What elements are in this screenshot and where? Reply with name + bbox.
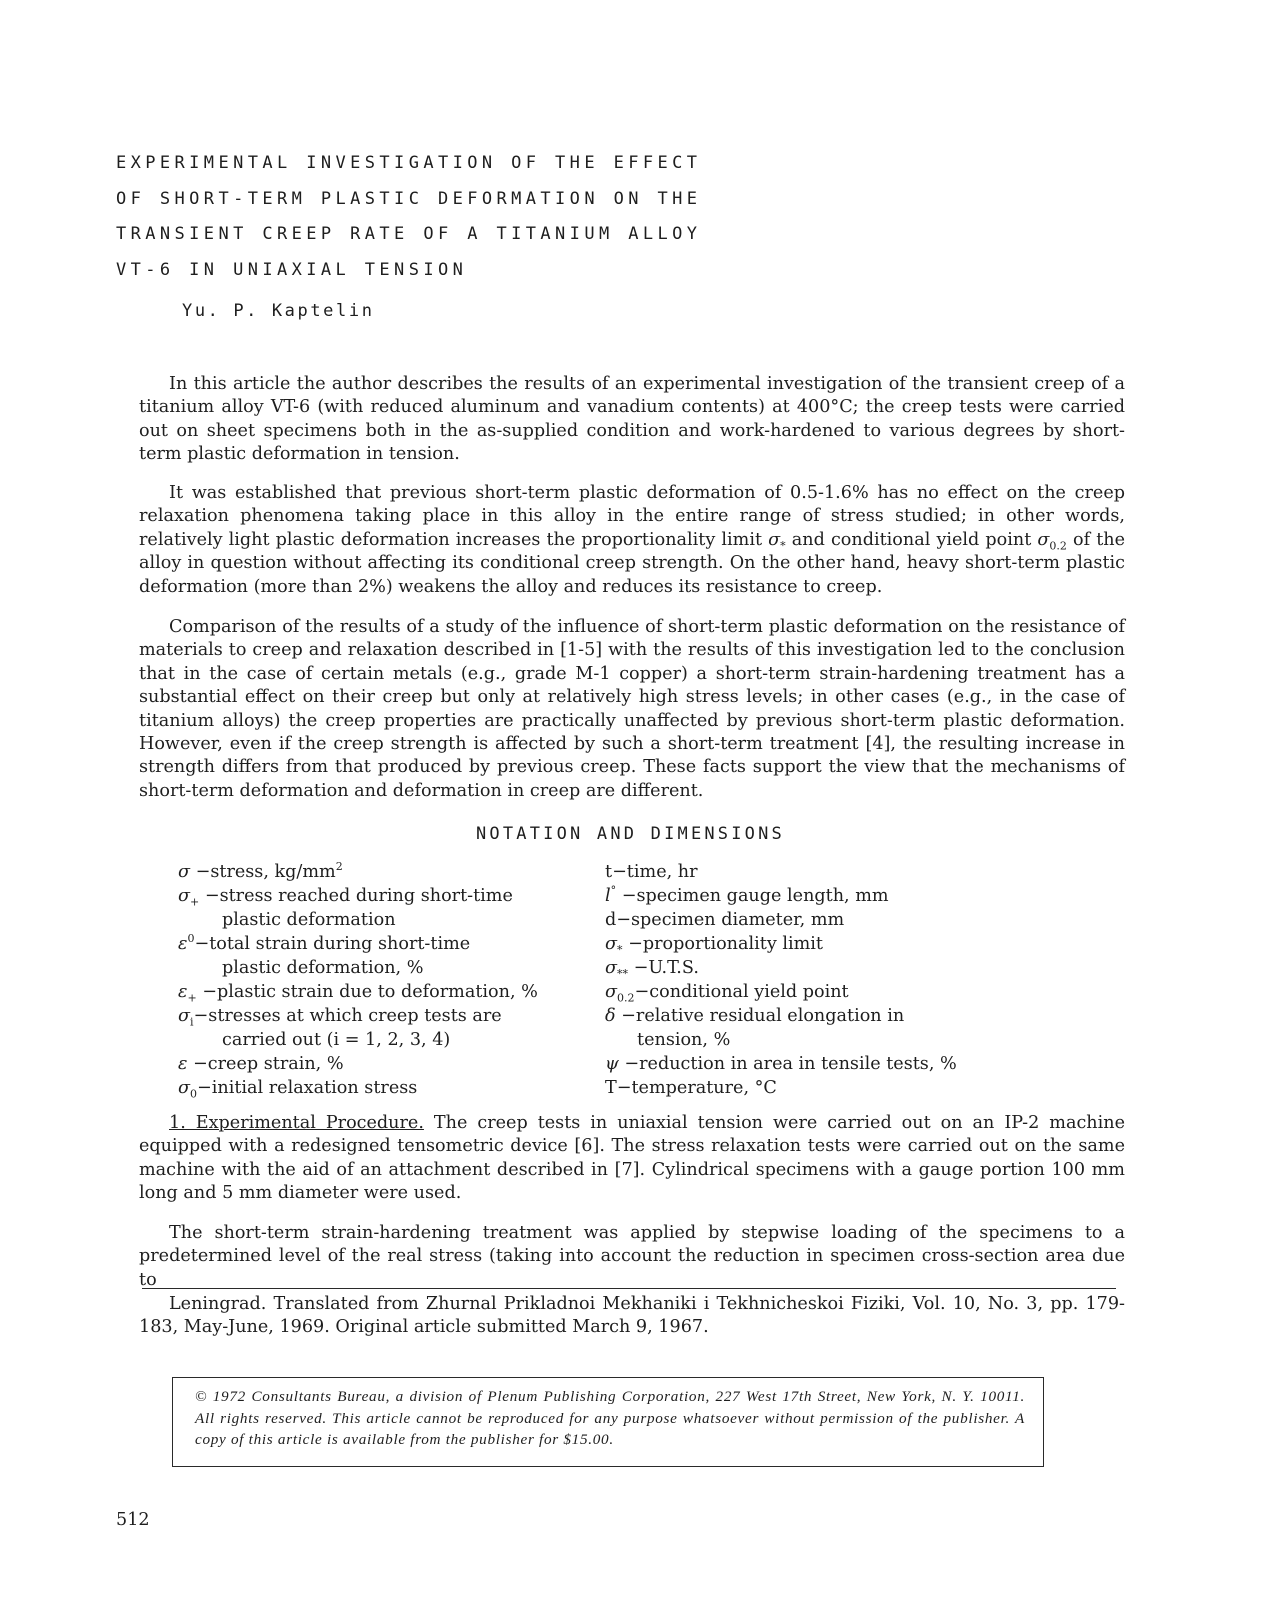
notation-item	[178, 956, 588, 980]
notation-item	[605, 884, 1025, 908]
title-line: TRANSIENT CREEP RATE OF A TITANIUM ALLOY	[116, 224, 702, 244]
notation-symbol: σ	[178, 1006, 191, 1026]
notation-definition: −conditional yield point	[634, 982, 849, 1002]
notation-item	[178, 1004, 588, 1028]
notation-list-left	[178, 860, 588, 1100]
notation-definition: tension, %	[637, 1030, 731, 1050]
notation-subscript: i	[190, 1015, 194, 1029]
notation-definition: −stresses at which creep tests are	[193, 1006, 502, 1026]
paragraph-text: and conditional yield point	[791, 529, 1032, 550]
footnote	[139, 1293, 1125, 1340]
paragraph-text: In this article the author describes the results of an experimental investigation of the transient creep of a titanium alloy VT-6 (with reduced aluminum and vanadium contents) at 400°C; the creep tests were carried out on sheet specimens both in the as-supplied condition and work-hardened to various degrees by short-term plastic deformation in tension.	[139, 374, 1125, 465]
notation-item	[605, 1028, 1025, 1052]
footnote-text: Leningrad. Translated from Zhurnal Prikladnoi Mekhaniki i Tekhnicheskoi Fiziki, Vol. 10, No. 3, pp. 179-183, May-June, 1969. Original article submitted March 9, 1967.	[139, 1294, 1125, 1338]
notation-symbol: l	[605, 886, 611, 906]
notation-symbol: ε	[178, 982, 188, 1002]
notation-superscript: 0	[187, 932, 195, 946]
footnote-divider	[142, 1288, 1116, 1289]
copyright-box	[172, 1377, 1044, 1467]
symbol-sigma: σ	[1037, 529, 1050, 550]
paragraph-text: of the alloy in question without affecting its conditional creep strength. On the other hand, heavy short-term plastic deformation (more than 2%) weakens the alloy and reduces its resistance to creep.	[139, 529, 1126, 597]
notation-definition: t−time, hr	[605, 862, 698, 882]
notation-item	[605, 1004, 1025, 1028]
notation-item	[178, 860, 588, 884]
abstract-paragraph-2	[139, 482, 1125, 599]
notation-symbol: σ	[178, 862, 191, 882]
notation-heading: NOTATION AND DIMENSIONS	[475, 824, 785, 844]
notation-unit-exponent: 2	[335, 860, 343, 874]
title-line: VT-6 IN UNIAXIAL TENSION	[116, 259, 468, 280]
notation-item	[178, 1052, 588, 1076]
page-number: 512	[116, 1510, 150, 1530]
notation-item	[178, 1028, 588, 1052]
notation-item	[178, 908, 588, 932]
notation-definition: −relative residual elongation in	[615, 1006, 905, 1026]
notation-definition: plastic deformation, %	[222, 958, 424, 978]
title-line: EXPERIMENTAL INVESTIGATION OF THE EFFECT	[116, 153, 702, 173]
notation-subscript: **	[617, 967, 629, 981]
paragraph-text: The creep tests in uniaxial tension were carried out on an IP-2 machine equipped with a redesigned tensometric device [6]. The stress relaxation tests were carried out on the same machine with the aid of an attachment described in [7]. Cylindrical specimens with a gauge portion 100 mm long and 5 mm diameter were used.	[139, 1113, 1126, 1204]
symbol-subscript: 0.2	[1049, 539, 1067, 553]
notation-item	[605, 908, 1025, 932]
notation-symbol: σ	[178, 886, 191, 906]
notation-item	[605, 932, 1025, 956]
notation-item	[605, 1052, 1025, 1076]
notation-definition: −stress, kg/mm	[190, 862, 336, 882]
abstract-paragraph-3	[139, 616, 1125, 803]
notation-definition: −total strain during short-time	[194, 934, 471, 954]
notation-symbol: ε	[178, 1054, 188, 1074]
notation-item	[605, 956, 1025, 980]
notation-definition: carried out (i = 1, 2, 3, 4)	[222, 1030, 451, 1050]
notation-item	[605, 980, 1025, 1004]
notation-symbol: σ	[605, 934, 618, 954]
notation-subscript: +	[187, 991, 197, 1005]
notation-definition: T−temperature, °C	[605, 1078, 777, 1098]
notation-subscript: *	[617, 943, 623, 957]
article-title	[116, 146, 816, 288]
section-paragraph-procedure	[139, 1112, 1125, 1206]
notation-definition: −plastic strain due to deformation, %	[196, 982, 538, 1002]
notation-definition: d−specimen diameter, mm	[605, 910, 845, 930]
symbol-subscript: *	[780, 539, 786, 553]
notation-definition: −creep strain, %	[187, 1054, 344, 1074]
notation-item	[605, 860, 1025, 884]
notation-definition: −stress reached during short-time	[199, 886, 513, 906]
author-name: Yu. P. Kaptelin	[182, 301, 375, 321]
notation-item	[178, 1076, 588, 1100]
notation-symbol: σ	[605, 982, 618, 1002]
abstract-paragraph-1	[139, 373, 1125, 467]
notation-subscript: +	[190, 895, 200, 909]
notation-symbol: δ	[605, 1006, 616, 1026]
notation-definition: plastic deformation	[222, 910, 396, 930]
symbol-sigma: σ	[768, 529, 781, 550]
notation-subscript: 0.2	[617, 991, 635, 1005]
notation-symbol: ε	[178, 934, 188, 954]
paragraph-text: It was established that previous short-term plastic deformation of 0.5-1.6% has no effect on the creep relaxation phenomena taking place in this alloy in the entire range of stress studied; in other words, relatively light plastic deformation increases the proportionality limit	[139, 483, 1125, 550]
title-line: OF SHORT-TERM PLASTIC DEFORMATION ON THE	[116, 188, 702, 209]
notation-symbol: ψ	[605, 1054, 619, 1074]
notation-item	[178, 884, 588, 908]
notation-definition: −proportionality limit	[622, 934, 823, 954]
section-title: 1. Experimental Procedure.	[169, 1113, 424, 1133]
notation-item	[605, 1076, 1025, 1100]
notation-item	[178, 932, 588, 956]
copyright-text: © 1972 Consultants Bureau, a division of Plenum Publishing Corporation, 227 West 17th Street, New York, N. Y. 10011. All rights reserved. This article cannot be reproduced for any purpose whatsoever without permission of the publisher. A copy of this article is available from the publisher for $15.00.	[195, 1388, 1025, 1448]
notation-superscript: °	[610, 884, 617, 898]
notation-list-right	[605, 860, 1025, 1100]
notation-item	[178, 980, 588, 1004]
paragraph-text: Comparison of the results of a study of the influence of short-term plastic deformation on the resistance of materials to creep and relaxation described in [1-5] with the results of this investigation led to the conclusion that in the case of certain metals (e.g., grade M-1 copper) a short-term strain-hardening treatment has a substantial effect on their creep but only at relatively high stress levels; in other cases (e.g., in the case of titanium alloys) the creep properties are practically unaffected by previous short-term plastic deformation. However, even if the creep strength is affected by such a short-term treatment [4], the resulting increase in strength differs from that produced by previous creep. These facts support the view that the mechanisms of short-term deformation and deformation in creep are different.	[139, 617, 1125, 801]
notation-symbol: σ	[605, 958, 618, 978]
notation-definition: −initial relaxation stress	[197, 1078, 418, 1098]
section-paragraph-treatment	[139, 1222, 1125, 1292]
notation-subscript: 0	[190, 1087, 198, 1101]
paragraph-text: The short-term strain-hardening treatment was applied by stepwise loading of the specimens to a predetermined level of the real stress (taking into account the reduction in specimen cross-section area due to	[139, 1223, 1125, 1290]
notation-definition: −specimen gauge length, mm	[616, 886, 889, 906]
notation-definition: −U.T.S.	[628, 958, 699, 978]
notation-symbol: σ	[178, 1078, 191, 1098]
notation-definition: −reduction in area in tensile tests, %	[618, 1054, 957, 1074]
